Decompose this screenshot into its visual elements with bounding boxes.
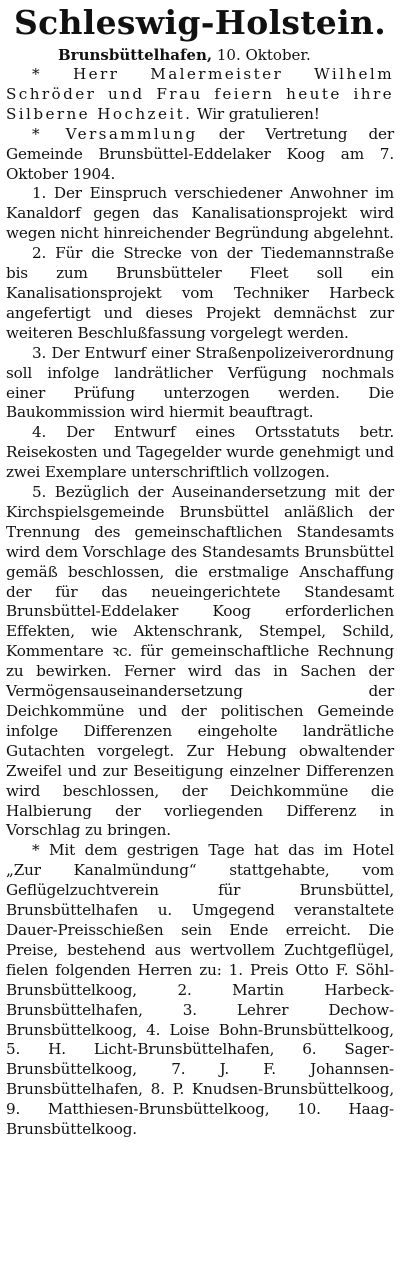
paragraph-text: * Mit dem gestrigen Tage hat das im Hotel „Zur Kanalmündung“ stattgehabte, vom Geflügelzuchtverein für Brunsbüttel, Brunsbüttelhafen u. Umgegend veranstaltete Dauer-Preisschießen sein Ende erreicht. Die Preise, bestehend aus wertvollem Zuchtgeflügel, fielen folgenden Herren zu: 1. Preis Otto F. Söhl-Brunsbüttelkoog, 2. Martin Harbeck-Brunsbüttelhafen, 3. Lehrer Dechow-Brunsbüttelkoog, 4. Loise Bohn-Brunsbüttelkoog, 5. H. Licht-Brunsbüttelhafen, 6. Sager-Brunsbüttelkoog, 7. J. F. Johannsen-Brunsbüttelhafen, 8. P. Knudsen-Brunsbüttelkoog, 9. Matthiesen-Brunsbüttelkoog, 10. Haag-Brunsbüttelkoog. [6,841,394,1139]
article-paragraph [6,423,394,483]
article-paragraph [6,244,394,344]
dateline [6,45,394,65]
section-title: Schleswig-Holstein. [13,3,386,42]
paragraph-text: Wir gratulieren! [192,104,320,123]
article-paragraph [6,344,394,424]
paragraph-text: der Vertretung der Gemeinde Brunsbüttel-Eddelaker Koog am 7. Oktober 1904. [6,124,394,183]
paragraph-text: 1. Der Einspruch verschiedener Anwohner im Kanaldorf gegen das Kanalisationsprojekt wird wegen nicht hinreichender Begründung abgelehnt. [6,184,394,243]
article-paragraph [6,841,394,1140]
article-paragraph [6,65,394,125]
paragraph-text: 2. Für die Strecke von der Tiedemannstraße bis zum Brunsbütteler Fleet soll ein Kanalisationsprojekt vom Techniker Harbeck angefertigt und dieses Projekt demnächst zur weiteren Beschlußfassung vorgelegt werden. [6,244,394,342]
article-paragraph [6,125,394,185]
paragraph-text: 4. Der Entwurf eines Ortsstatuts betr. Reisekosten und Tagegelder wurde genehmigt und zwei Exemplare unterschriftlich vollzogen. [6,423,394,482]
paragraph-lead: * Versammlung [32,124,198,143]
article-paragraph [6,483,394,841]
article-paragraph [6,184,394,244]
paragraph-text: 3. Der Entwurf einer Straßenpolizeiverordnung soll infolge landrätlicher Verfügung nochmals einer Prüfung unterzogen werden. Die Baukommission wird hiermit beauftragt. [6,343,394,422]
dateline-date: 10. Oktober. [216,46,311,64]
paragraph-text: 5. Bezüglich der Auseinandersetzung mit der Kirchspielsgemeinde Brunsbüttel anläßlich der Trennung des gemeinschaftlichen Standesamts wird dem Vorschlage des Standesamts Brunsbüttel gemäß beschlossen, die erstmalige Anschaffung der für das neueingerichtete Standesamt Brunsbüttel-Eddelaker Koog erforderlichen Effekten, wie Aktenschrank, Stempel, Schild, Kommentare ꝛc. für gemeinschaftliche Rechnung zu bewirken. Ferner wird das in Sachen der Vermögensauseinandersetzung der Deichkommüne und der politischen Gemeinde infolge Differenzen eingeholte landrätliche Gutachten vorgelegt. Zur Hebung obwaltender Zweifel und zur Beseitigung einzelner Differenzen wird beschlossen, der Deichkommüne die Halbierung der vorliegenden Differenz in Vorschlag zu bringen. [6,483,394,840]
paragraph-lead: * Herr Malermeister Wilhelm Schröder und Frau feiern heute ihre Silberne Hochzeit. [6,65,394,123]
dateline-place: Brunsbüttelhafen, [58,46,213,64]
